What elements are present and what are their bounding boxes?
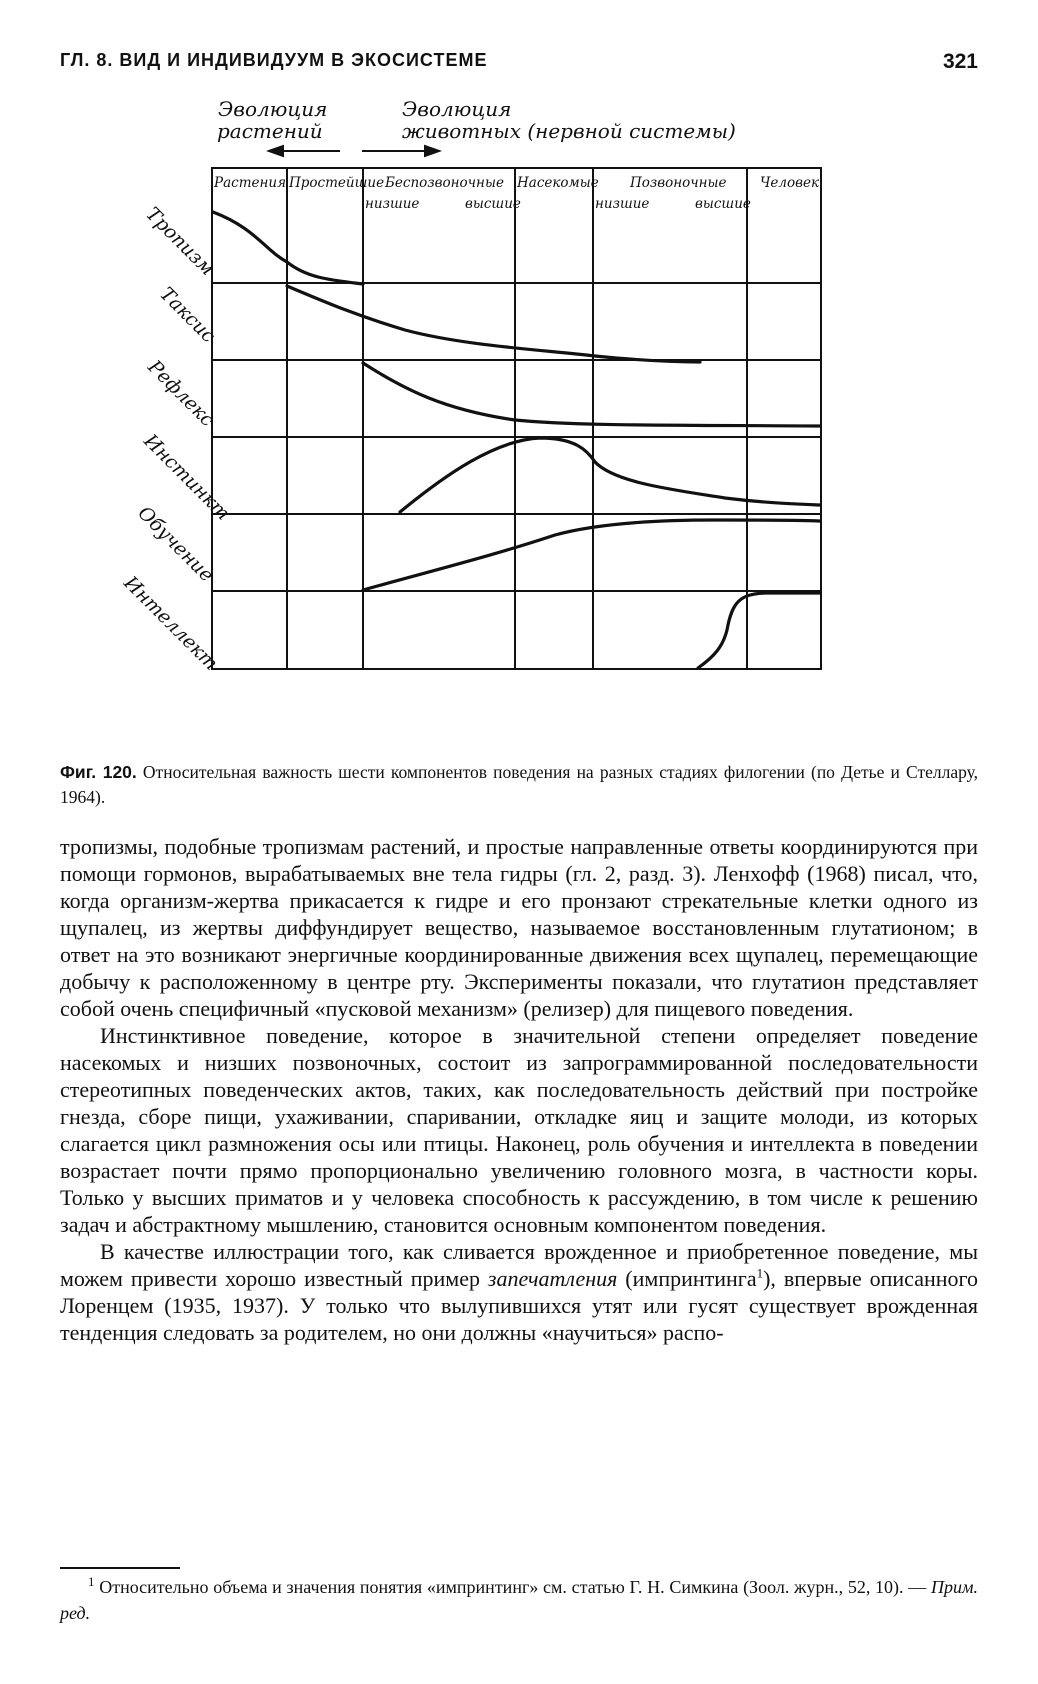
figure-120 [115, 90, 915, 730]
term-imprinting: запечатления [487, 1266, 618, 1291]
evolution-plants-line2: растений [217, 119, 323, 143]
caption-label: Фиг. 120. [60, 762, 137, 782]
col-invertebrates: Беспозвоночные [385, 175, 504, 191]
paragraph-3-c: ), впервые описанного Лоренцем (1935, 1937). У только что вылупившихся утят или гусят существует врожденная тенденция следовать за родителем, но они должны «научиться» распо- [60, 1266, 978, 1345]
body-text [60, 833, 978, 1346]
col-human: Человек [760, 175, 820, 191]
footnote [60, 1574, 978, 1626]
paragraph-3 [60, 1238, 978, 1346]
row-reflex: Рефлекс [143, 355, 219, 432]
arrow-plants-head [269, 146, 283, 156]
row-tropism: Тропизм [141, 202, 219, 280]
paragraph-1: тропизмы, подобные тропизмам растений, и простые направленные ответы координируются при помощи гормонов, вырабатываемых вне тела гидры (гл. 2, разд. 3). Ленхофф (1968) писал, что, когда организм-жертва прикасается к гидре и его пронзают стрекательные клетки одного из щупалец, из жертвы диффундирует вещество, называемое восстановленным глутатионом; в ответ на это возникают энергичные координированные движения всех щупалец, перемещающие добычу к расположенному в центре рту. Эксперименты показали, что глутатион представляет собой очень специфичный «пусковой механизм» (релизер) для пищевого поведения. [60, 834, 978, 1021]
col-plants: Растения [214, 175, 287, 191]
col-invertebrates-low: низшие [365, 196, 420, 212]
col-vertebrates-high: высшие [695, 196, 751, 212]
figure-caption [60, 760, 978, 810]
col-invertebrates-high: высшие [465, 196, 521, 212]
figure-svg [115, 90, 915, 730]
col-vertebrates: Позвоночные [630, 175, 727, 191]
page-header [60, 50, 978, 82]
footnote-rule [60, 1567, 180, 1569]
page-number: 321 [942, 50, 978, 73]
curve-taxis [287, 286, 700, 362]
row-taxis: Таксис [155, 282, 220, 348]
row-intellect: Интеллект [119, 571, 223, 675]
col-vertebrates-low: низшие [595, 196, 650, 212]
curve-intellect [698, 593, 820, 668]
arrow-animals-head [425, 146, 439, 156]
row-learning: Обучение [133, 501, 218, 587]
footnote-text: Относительно объема и значения понятия «импринтинг» см. статью Г. Н. Симкина (Зоол. журн., 52, 10). — [94, 1577, 931, 1597]
paragraph-3-b: (импринтинга [617, 1266, 757, 1291]
running-head: ГЛ. 8. ВИД И ИНДИВИДУУМ В ЭКОСИСТЕМЕ [60, 50, 488, 70]
caption-text: Относительная важность шести компонентов поведения на разных стадиях филогении (по Детье и Стеллару, 1964). [60, 762, 978, 807]
evolution-animals-line1: Эволюция [402, 97, 512, 121]
footnote-editor-note: Прим. ред. [60, 1577, 978, 1623]
col-insects: Насекомые [517, 175, 599, 191]
row-instinct: Инстинкт [139, 429, 235, 525]
figure-grid [212, 168, 821, 669]
curve-reflex [363, 363, 820, 426]
curve-instinct [400, 438, 820, 512]
col-protozoa: Простейшие [289, 175, 385, 191]
evolution-plants-line1: Эволюция [218, 97, 328, 121]
paragraph-2: Инстинктивное поведение, которое в значительной степени определяет поведение насекомых и низших позвоночных, состоит из запрограммированной последовательности стереотипных поведенческих актов, таких, как последовательность действий при постройке гнезда, сборе пищи, ухаживании, спаривании, откладке яиц и защите молоди, из которых слагается цикл размножения осы или птицы. Наконец, роль обучения и интеллекта в поведении возрастает почти прямо пропорционально увеличению головного мозга, в частности коры. Только у высших приматов и у человека способность к рассуждению, в том числе к решению задач и абстрактному мышлению, становится основным компонентом поведения. [60, 1023, 978, 1237]
paragraph-3-a: В качестве иллюстрации того, как сливается врожденное и приобретенное поведение, мы можем привести хорошо известный пример [60, 1239, 978, 1291]
evolution-animals-line2: животных (нервной системы) [402, 119, 736, 143]
footnote-mark: 1 [88, 1574, 95, 1589]
footnote-ref: 1 [756, 1265, 764, 1281]
curve-learning [363, 520, 820, 590]
